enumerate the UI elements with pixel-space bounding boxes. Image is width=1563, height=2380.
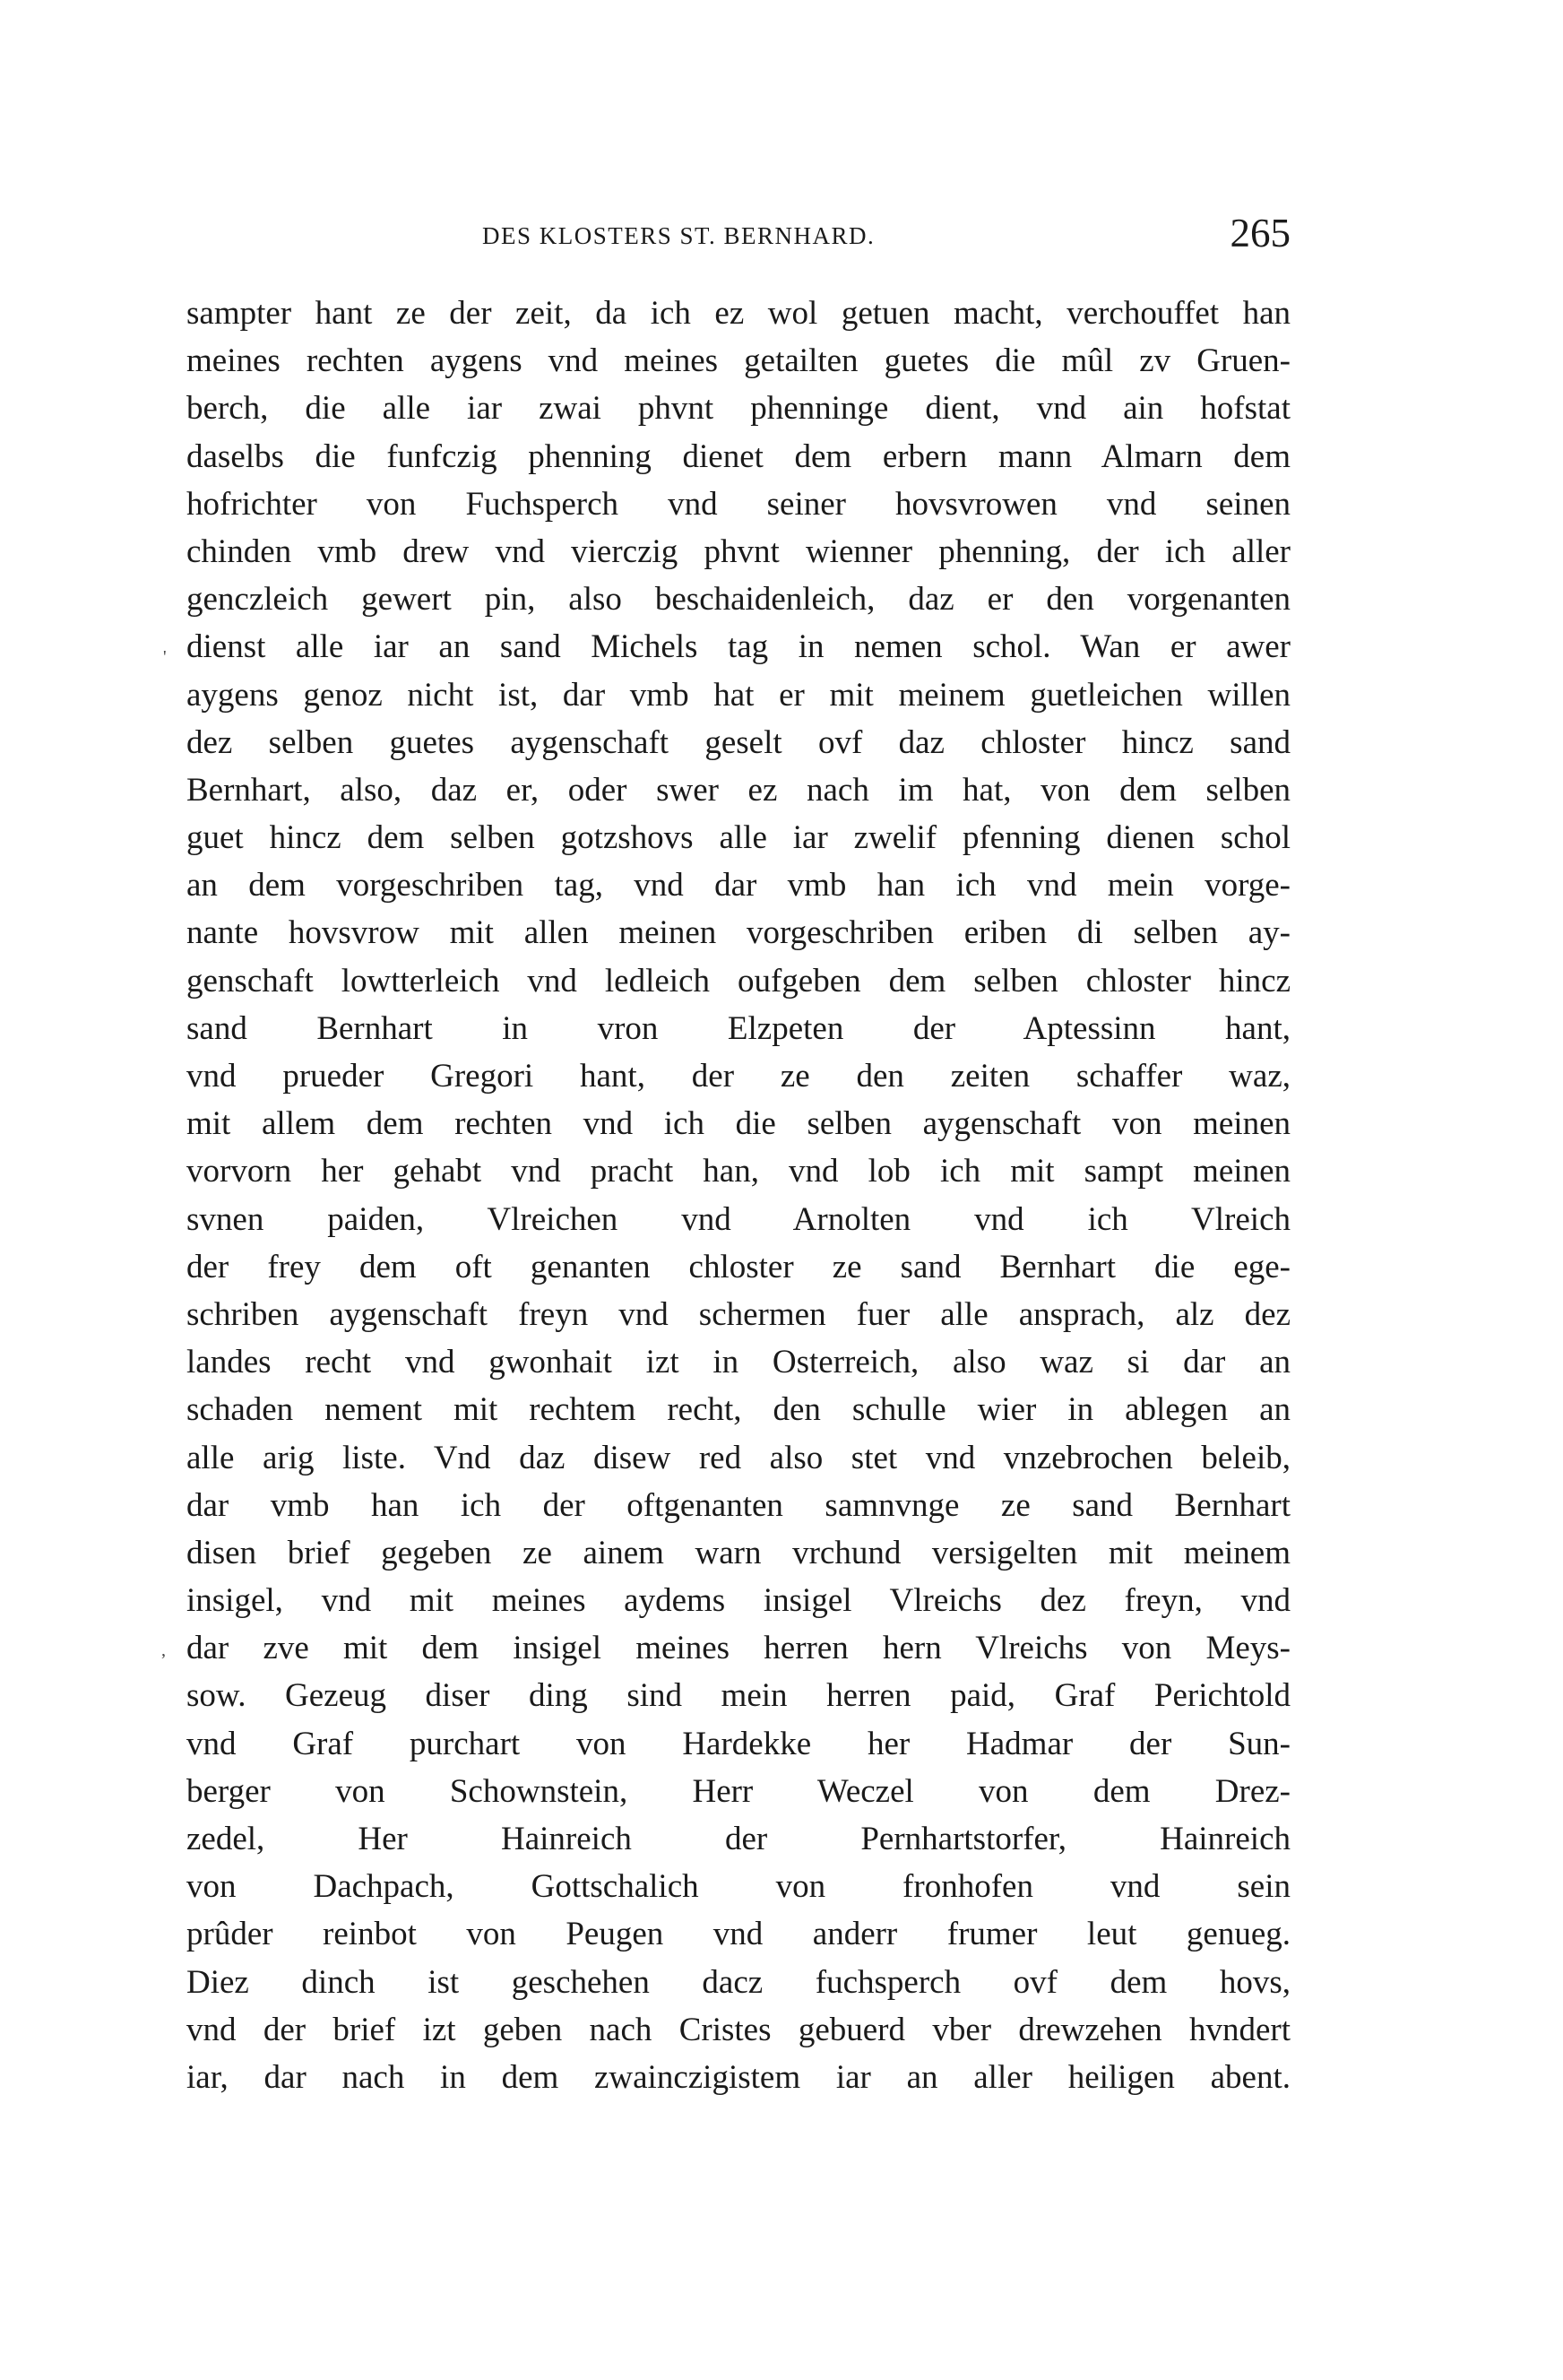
text-line: insigel, vnd mit meines aydems insigel Vlreichs dez freyn, vnd	[186, 1582, 1291, 1620]
text-line: svnen paiden, Vlreichen vnd Arnolten vnd ich Vlreich	[186, 1200, 1291, 1238]
text-line: sand Bernhart in vron Elzpeten der Aptessinn hant,	[186, 1009, 1291, 1047]
text-line: von Dachpach, Gottschalich von fronhofen vnd sein	[186, 1868, 1291, 1906]
text-line: genczleich gewert pin, also beschaidenleich, daz er den vorgenanten	[186, 581, 1291, 619]
text-line: vnd der brief izt geben nach Cristes gebuerd vber drewzehen hvndert	[186, 2011, 1291, 2048]
text-line: sampter hant ze der zeit, da ich ez wol getuen macht, verchouffet han	[186, 295, 1291, 332]
text-line: vnd prueder Gregori hant, der ze den zeiten schaffer waz,	[186, 1058, 1291, 1095]
text-line: guet hincz dem selben gotzshovs alle iar zwelif pfenning dienen schol	[186, 819, 1291, 857]
text-line: berch, die alle iar zwai phvnt phenninge dient, vnd ain hofstat	[186, 390, 1291, 428]
text-line: berger von Schownstein, Herr Weczel von dem Drez-	[186, 1772, 1291, 1810]
page-number: 265	[1230, 211, 1291, 255]
text-line: an dem vorgeschriben tag, vnd dar vmb han ich vnd mein vorge-	[186, 867, 1291, 904]
text-line: schriben aygenschaft freyn vnd schermen fuer alle ansprach, alz dez	[186, 1295, 1291, 1333]
margin-mark: '	[163, 647, 167, 667]
body-text	[186, 290, 1291, 2101]
text-line: dienst alle iar an sand Michels tag in nemen schol. Wan er awer	[186, 628, 1291, 666]
text-line: vorvorn her gehabt vnd pracht han, vnd lob ich mit sampt meinen	[186, 1153, 1291, 1190]
text-line: chinden vmb drew vnd vierczig phvnt wienner phenning, der ich aller	[186, 532, 1291, 570]
text-line: zedel, Her Hainreich der Pernhartstorfer, Hainreich	[186, 1821, 1291, 1857]
text-line: mit allem dem rechten vnd ich die selben aygenschaft von meinen	[186, 1105, 1291, 1143]
text-line: daselbs die funfczig phenning dienet dem erbern mann Almarn dem	[186, 437, 1291, 475]
text-line: genschaft lowtterleich vnd ledleich oufgeben dem selben chloster hincz	[186, 962, 1291, 1000]
text-line: dar zve mit dem insigel meines herren hern Vlreichs von Meys-	[186, 1630, 1291, 1667]
running-head	[186, 213, 1291, 258]
margin-mark: ,	[161, 1640, 166, 1660]
running-title: DES KLOSTERS ST. BERNHARD.	[482, 222, 876, 249]
text-line: iar, dar nach in dem zwainczigistem iar an aller heiligen abent.	[186, 2058, 1291, 2096]
text-line: landes recht vnd gwonhait izt in Osterreich, also waz si dar an	[186, 1344, 1291, 1381]
text-line: hofrichter von Fuchsperch vnd seiner hovsvrowen vnd seinen	[186, 485, 1291, 523]
text-line: Diez dinch ist geschehen dacz fuchsperch ovf dem hovs,	[186, 1963, 1291, 2001]
text-line: meines rechten aygens vnd meines getailten guetes die mûl zv Gruen-	[186, 342, 1291, 380]
text-line: sow. Gezeug diser ding sind mein herren paid, Graf Perichtold	[186, 1677, 1291, 1715]
text-line: alle arig liste. Vnd daz disew red also stet vnd vnzebrochen beleib,	[186, 1439, 1291, 1476]
text-line: dar vmb han ich der oftgenanten samnvnge ze sand Bernhart	[186, 1486, 1291, 1524]
text-line: aygens genoz nicht ist, dar vmb hat er mit meinem guetleichen willen	[186, 676, 1291, 714]
text-line: prûder reinbot von Peugen vnd anderr frumer leut genueg.	[186, 1916, 1291, 1953]
text-line: vnd Graf purchart von Hardekke her Hadmar der Sun-	[186, 1725, 1291, 1762]
text-line: dez selben guetes aygenschaft geselt ovf daz chloster hincz sand	[186, 723, 1291, 761]
text-line: schaden nement mit rechtem recht, den schulle wier in ablegen an	[186, 1391, 1291, 1429]
text-line: nante hovsvrow mit allen meinen vorgeschriben eriben di selben ay-	[186, 914, 1291, 952]
text-line: der frey dem oft genanten chloster ze sand Bernhart die ege-	[186, 1248, 1291, 1285]
text-line: Bernhart, also, daz er, oder swer ez nach im hat, von dem selben	[186, 771, 1291, 809]
text-line: disen brief gegeben ze ainem warn vrchund versigelten mit meinem	[186, 1534, 1291, 1571]
